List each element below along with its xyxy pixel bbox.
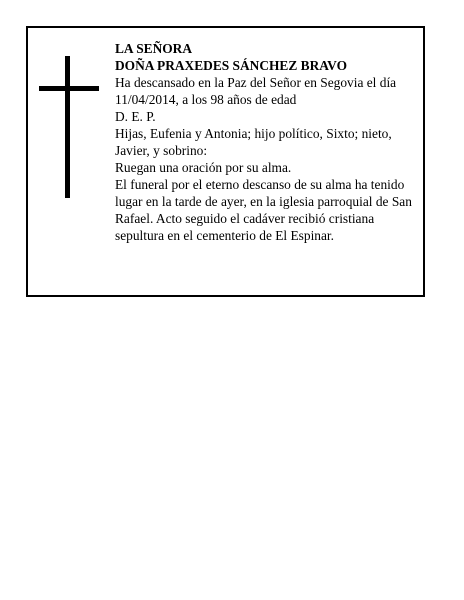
family-members: Hijas, Eufenia y Antonia; hijo político, Sixto; nieto, Javier, y sobrino: bbox=[115, 126, 392, 158]
cross-horizontal-bar bbox=[39, 86, 99, 91]
death-statement: Ha descansado en la Paz del Señor en Segovia el día 11/04/2014, a los 98 años de edad bbox=[115, 75, 397, 107]
prayer-request: Ruegan una oración por su alma. bbox=[115, 160, 292, 175]
funeral-details: El funeral por el eterno descanso de su alma ha tenido lugar en la tarde de ayer, en la iglesia parroquial de San Rafael. Acto seguido el cadáver recibió cristiana sepultura en el cementerio de El Espinar. bbox=[115, 177, 412, 243]
dep-abbreviation: D. E. P. bbox=[115, 109, 156, 124]
notice-title-line1: LA SEÑORA bbox=[115, 41, 193, 56]
notice-text-block bbox=[115, 40, 415, 244]
notice-title-line2: DOÑA PRAXEDES SÁNCHEZ BRAVO bbox=[115, 58, 347, 73]
cross-vertical-bar bbox=[65, 56, 70, 198]
obituary-notice bbox=[26, 26, 425, 297]
cross-icon bbox=[39, 56, 99, 198]
